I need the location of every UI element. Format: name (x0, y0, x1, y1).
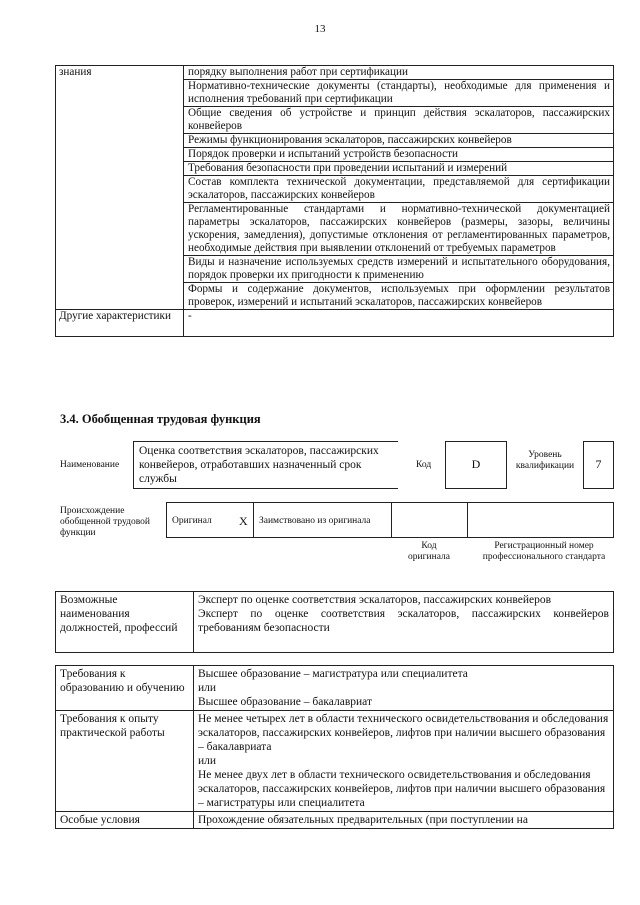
table-row (56, 66, 614, 80)
experience-line: Не менее двух лет в области технического освидетельствования и обследования эскалаторов, пассажирских конвейеров, лифтов при наличии высшего образования – магистратуры или специалитета (198, 769, 606, 809)
knowledge-item: Нормативно-технические документы (стандарты), необходимые для применения и исполнения требований при сертификации (184, 80, 614, 107)
table-row (56, 310, 614, 337)
table-row (56, 711, 614, 812)
section-title: 3.4. Обобщенная трудовая функция (60, 412, 261, 426)
experience-line: или (198, 755, 217, 767)
table-row (56, 812, 614, 829)
registration-number-caption: Регистрационный номер профессионального стандарта (482, 541, 606, 562)
table-row (56, 666, 614, 711)
origin-table (166, 502, 614, 538)
divider (391, 502, 392, 538)
other-characteristics-label: Другие характеристики (56, 310, 184, 337)
function-name-value: Оценка соответствия эскалаторов, пассажирских конвейеров, отработавших назначенный срок службы (133, 441, 398, 489)
knowledge-item: Общие сведения об устройстве и принцип действия эскалаторов, пассажирских конвейеров (184, 107, 614, 134)
position-name: Эксперт по оценке соответствия эскалаторов, пассажирских конвейеров (198, 594, 552, 606)
knowledge-item: Режимы функционирования эскалаторов, пассажирских конвейеров (184, 134, 614, 148)
knowledge-item: Регламентированные стандартами и нормативно-технической документацией параметры эскалаторов, пассажирских конвейеров (размеры, зазоры, величины ускорения, замедления), допустимые отклонения от регламентированных параметров, необходимые действия при выявлении отклонений от требуемых параметров (184, 203, 614, 256)
code-label: Код (416, 460, 432, 470)
requirements-table (55, 665, 614, 829)
original-label: Оригинал (172, 516, 212, 526)
knowledge-item: Порядок проверки и испытаний устройств безопасности (184, 148, 614, 162)
knowledge-table (55, 65, 614, 337)
code-original-caption: Код оригинала (408, 541, 450, 562)
name-label: Наименование (60, 460, 120, 470)
divider (467, 502, 468, 538)
divider (253, 502, 254, 538)
experience-line: Не менее четырех лет в области технического освидетельствования и обследования эскалаторов, пассажирских конвейеров, лифтов при наличии высшего образования – бакалавриата (198, 713, 609, 753)
borrowed-label: Заимствовано из оригинала (259, 516, 371, 526)
original-mark: X (239, 514, 248, 528)
knowledge-item: порядку выполнения работ при сертификации (184, 66, 614, 80)
qualification-level-value: 7 (583, 441, 614, 489)
education-label: Требования к образованию и обучению (56, 666, 194, 711)
knowledge-item: Формы и содержание документов, используемых при оформлении результатов проверок, измерений и испытаний эскалаторов, пассажирских конвейеров (184, 283, 614, 310)
knowledge-label: знания (56, 66, 184, 310)
knowledge-item: Требования безопасности при проведении испытаний и измерений (184, 162, 614, 176)
position-name: Эксперт по оценке соответствия эскалаторов, пассажирских конвейеров требованиям безопасности (198, 608, 609, 634)
positions-table (55, 591, 614, 653)
page-number: 13 (314, 23, 326, 35)
special-conditions-label: Особые условия (60, 814, 140, 826)
knowledge-item: Состав комплекта технической документации, представляемой для сертификации эскалаторов, пассажирских конвейеров (184, 176, 614, 203)
function-code-value: D (445, 441, 507, 489)
education-line: или (198, 682, 217, 694)
knowledge-item: Виды и назначение используемых средств измерений и испытательного оборудования, порядок проверки их пригодности к применению (184, 256, 614, 283)
special-conditions-line: Прохождение обязательных предварительных (при поступлении на (198, 814, 528, 826)
positions-label: Возможные наименования должностей, профессий (56, 592, 194, 653)
other-characteristics-value: - (184, 310, 614, 337)
origin-label: Происхождение обобщенной трудовой функции (60, 506, 150, 538)
experience-label: Требования к опыту практической работы (56, 711, 194, 812)
table-row (56, 592, 614, 653)
education-line: Высшее образование – бакалавриат (198, 696, 372, 708)
level-label: Уровень квалификации (515, 450, 575, 471)
education-line: Высшее образование – магистратура или специалитета (198, 668, 468, 680)
